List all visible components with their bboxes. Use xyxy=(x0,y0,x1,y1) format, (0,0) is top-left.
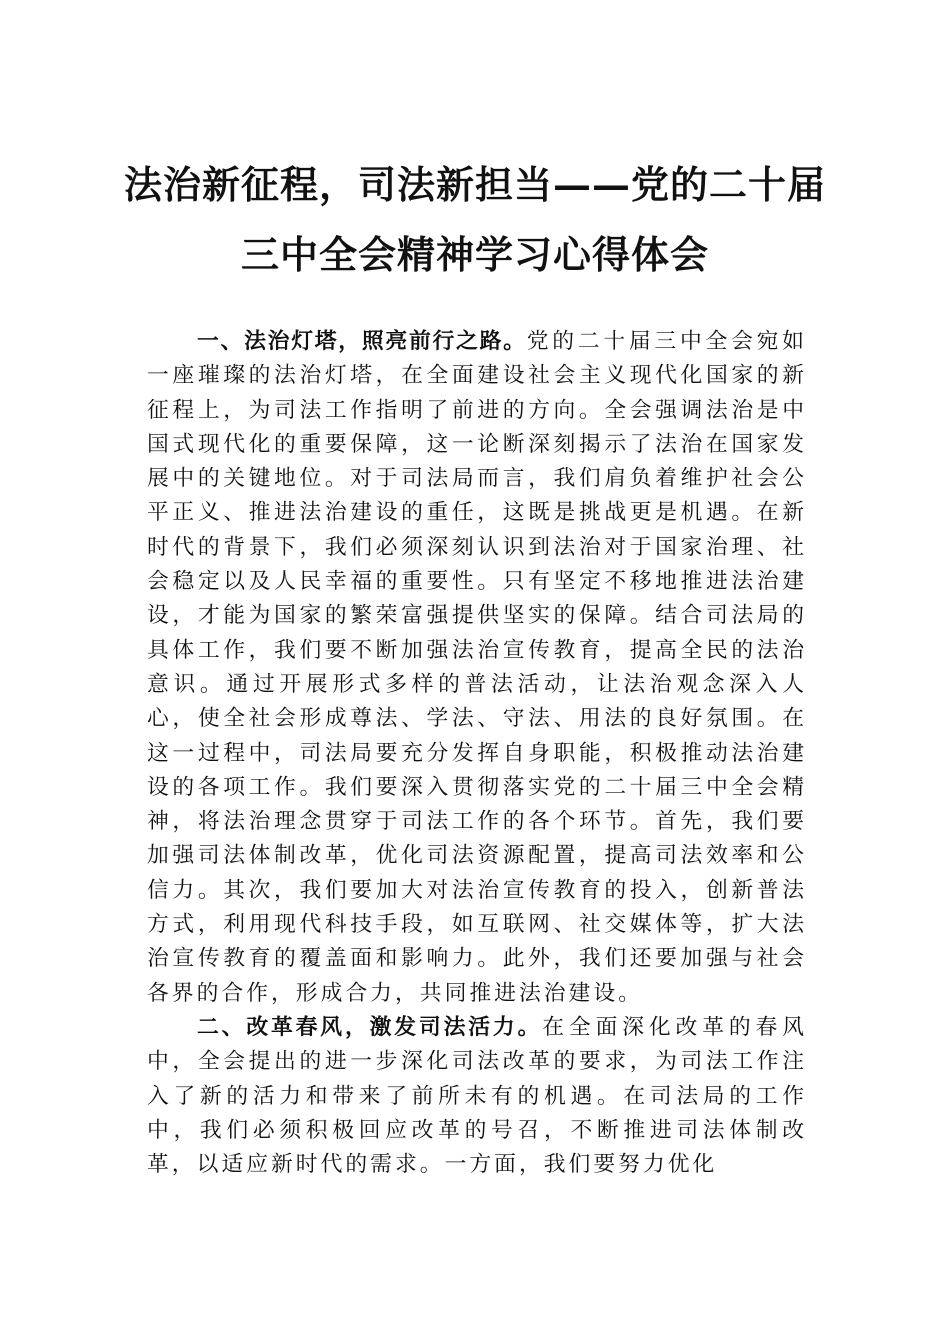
section-heading-2: 二、改革春风，激发司法活力。 xyxy=(197,1014,543,1040)
document-title-line-2: 三中全会精神学习心得体会 xyxy=(240,232,709,277)
section-paragraph-2 xyxy=(147,1011,807,1182)
section-paragraph-1 xyxy=(147,325,807,1011)
section-text-2: 在全面深化改革的春风中，全会提出的进一步深化司法改革的要求，为司法工作注入了新的活力和带来了前所未有的机遇。在司法局的工作中，我们必须积极回应改革的号召，不断推进司法体制改革，以适应新时代的需求。一方面，我们要努力优化 xyxy=(147,1014,807,1178)
section-heading-1: 一、法治灯塔，照亮前行之路。 xyxy=(197,329,527,354)
section-text-1: 党的二十届三中全会宛如一座璀璨的法治灯塔，在全面建设社会主义现代化国家的新征程上，为司法工作指明了前进的方向。全会强调法治是中国式现代化的重要保障，这一论断深刻揭示了法治在国家发展中的关键地位。对于司法局而言，我们肩负着维护社会公平正义、推进法治建设的重任，这既是挑战更是机遇。在新时代的背景下，我们必须深刻认识到法治对于国家治理、社会稳定以及人民幸福的重要性。只有坚定不移地推进法治建设，才能为国家的繁荣富强提供坚实的保障。结合司法局的具体工作，我们要不断加强法治宣传教育，提高全民的法治意识。通过开展形式多样的普法活动，让法治观念深入人心，使全社会形成尊法、学法、守法、用法的良好氛围。在这一过程中，司法局要充分发挥自身职能，积极推动法治建设的各项工作。我们要深入贯彻落实党的二十届三中全会精神，将法治理念贯穿于司法工作的各个环节。首先，我们要加强司法体制改革，优化司法资源配置，提高司法效率和公信力。其次，我们要加大对法治宣传教育的投入，创新普法方式，利用现代科技手段，如互联网、社交媒体等，扩大法治宣传教育的覆盖面和影响力。此外，我们还要加强与社会各界的合作，形成合力，共同推进法治建设。 xyxy=(147,329,807,1006)
document-body xyxy=(147,325,807,1182)
document-title-line-1: 法治新征程，司法新担当——党的二十届 xyxy=(123,162,826,207)
